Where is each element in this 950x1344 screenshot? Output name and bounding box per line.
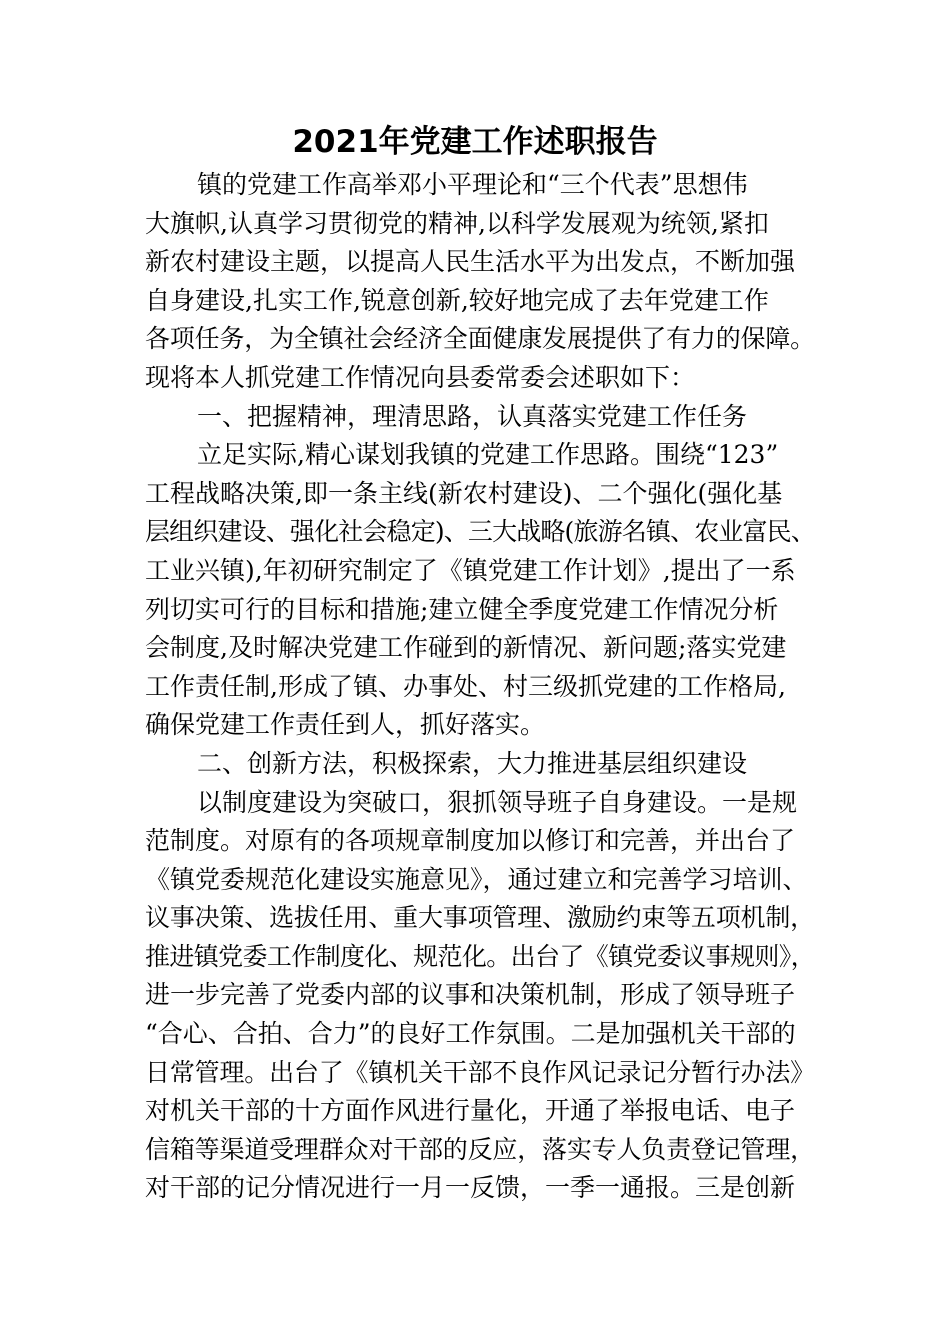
text-line: 确保党建工作责任到人，抓好落实。 — [145, 710, 546, 740]
text-line: 层组织建设、强化社会稳定)、三大战略(旅游名镇、农业富民、 — [145, 517, 815, 547]
text-line: 工程战略决策,即一条主线(新农村建设)、二个强化(强化基 — [145, 478, 783, 508]
text-line: 对机关干部的十方面作风进行量化，开通了举报电话、电子 — [145, 1096, 796, 1126]
text-line: 新农村建设主题，以提高人民生活水平为出发点，不断加强 — [145, 247, 796, 277]
text-line: 范制度。对原有的各项规章制度加以修订和完善，并出台了 — [145, 826, 796, 856]
text-line: 进一步完善了党委内部的议事和决策机制，形成了领导班子 — [145, 980, 796, 1010]
text-line: 工业兴镇),年初研究制定了《镇党建工作计划》,提出了一系 — [145, 555, 796, 585]
text-line: 一、把握精神，理清思路，认真落实党建工作任务 — [197, 401, 748, 431]
text-line: 推进镇党委工作制度化、规范化。出台了《镇党委议事规则》， — [145, 941, 815, 971]
text-line: 二、创新方法，积极探索，大力推进基层组织建设 — [197, 748, 748, 778]
text-line: 信箱等渠道受理群众对干部的反应，落实专人负责登记管理， — [145, 1134, 815, 1164]
text-line: “合心、合拍、合力”的良好工作氛围。二是加强机关干部的 — [145, 1019, 796, 1049]
text-line: 现将本人抓党建工作情况向县委常委会述职如下： — [145, 362, 696, 392]
document-body — [145, 166, 815, 1208]
text-line: 大旗帜,认真学习贯彻党的精神,以科学发展观为统领,紧扣 — [145, 208, 769, 238]
text-line: 立足实际,精心谋划我镇的党建工作思路。围绕“123” — [197, 440, 779, 470]
text-line: 自身建设,扎实工作,锐意创新,较好地完成了去年党建工作 — [145, 285, 769, 315]
text-line: 议事决策、选拔任用、重大事项管理、激励约束等五项机制， — [145, 903, 815, 933]
text-line: 列切实可行的目标和措施;建立健全季度党建工作情况分析 — [145, 594, 779, 624]
text-line: 工作责任制,形成了镇、办事处、村三级抓党建的工作格局, — [145, 671, 786, 701]
text-line: 镇的党建工作高举邓小平理论和“三个代表”思想伟 — [197, 170, 748, 199]
text-line: 《镇党委规范化建设实施意见》，通过建立和完善学习培训、 — [145, 864, 808, 894]
text-line: 会制度,及时解决党建工作碰到的新情况、新问题;落实党建 — [145, 633, 787, 663]
text-line: 以制度建设为突破口，狠抓领导班子自身建设。一是规 — [197, 787, 798, 817]
text-line: 日常管理。出台了《镇机关干部不良作风记录记分暂行办法》 — [145, 1057, 815, 1087]
text-line: 对干部的记分情况进行一月一反馈，一季一通报。三是创新 — [145, 1173, 796, 1203]
document-title: 2021年党建工作述职报告 — [292, 124, 658, 160]
text-line: 各项任务，为全镇社会经济全面健康发展提供了有力的保障。 — [145, 324, 815, 354]
